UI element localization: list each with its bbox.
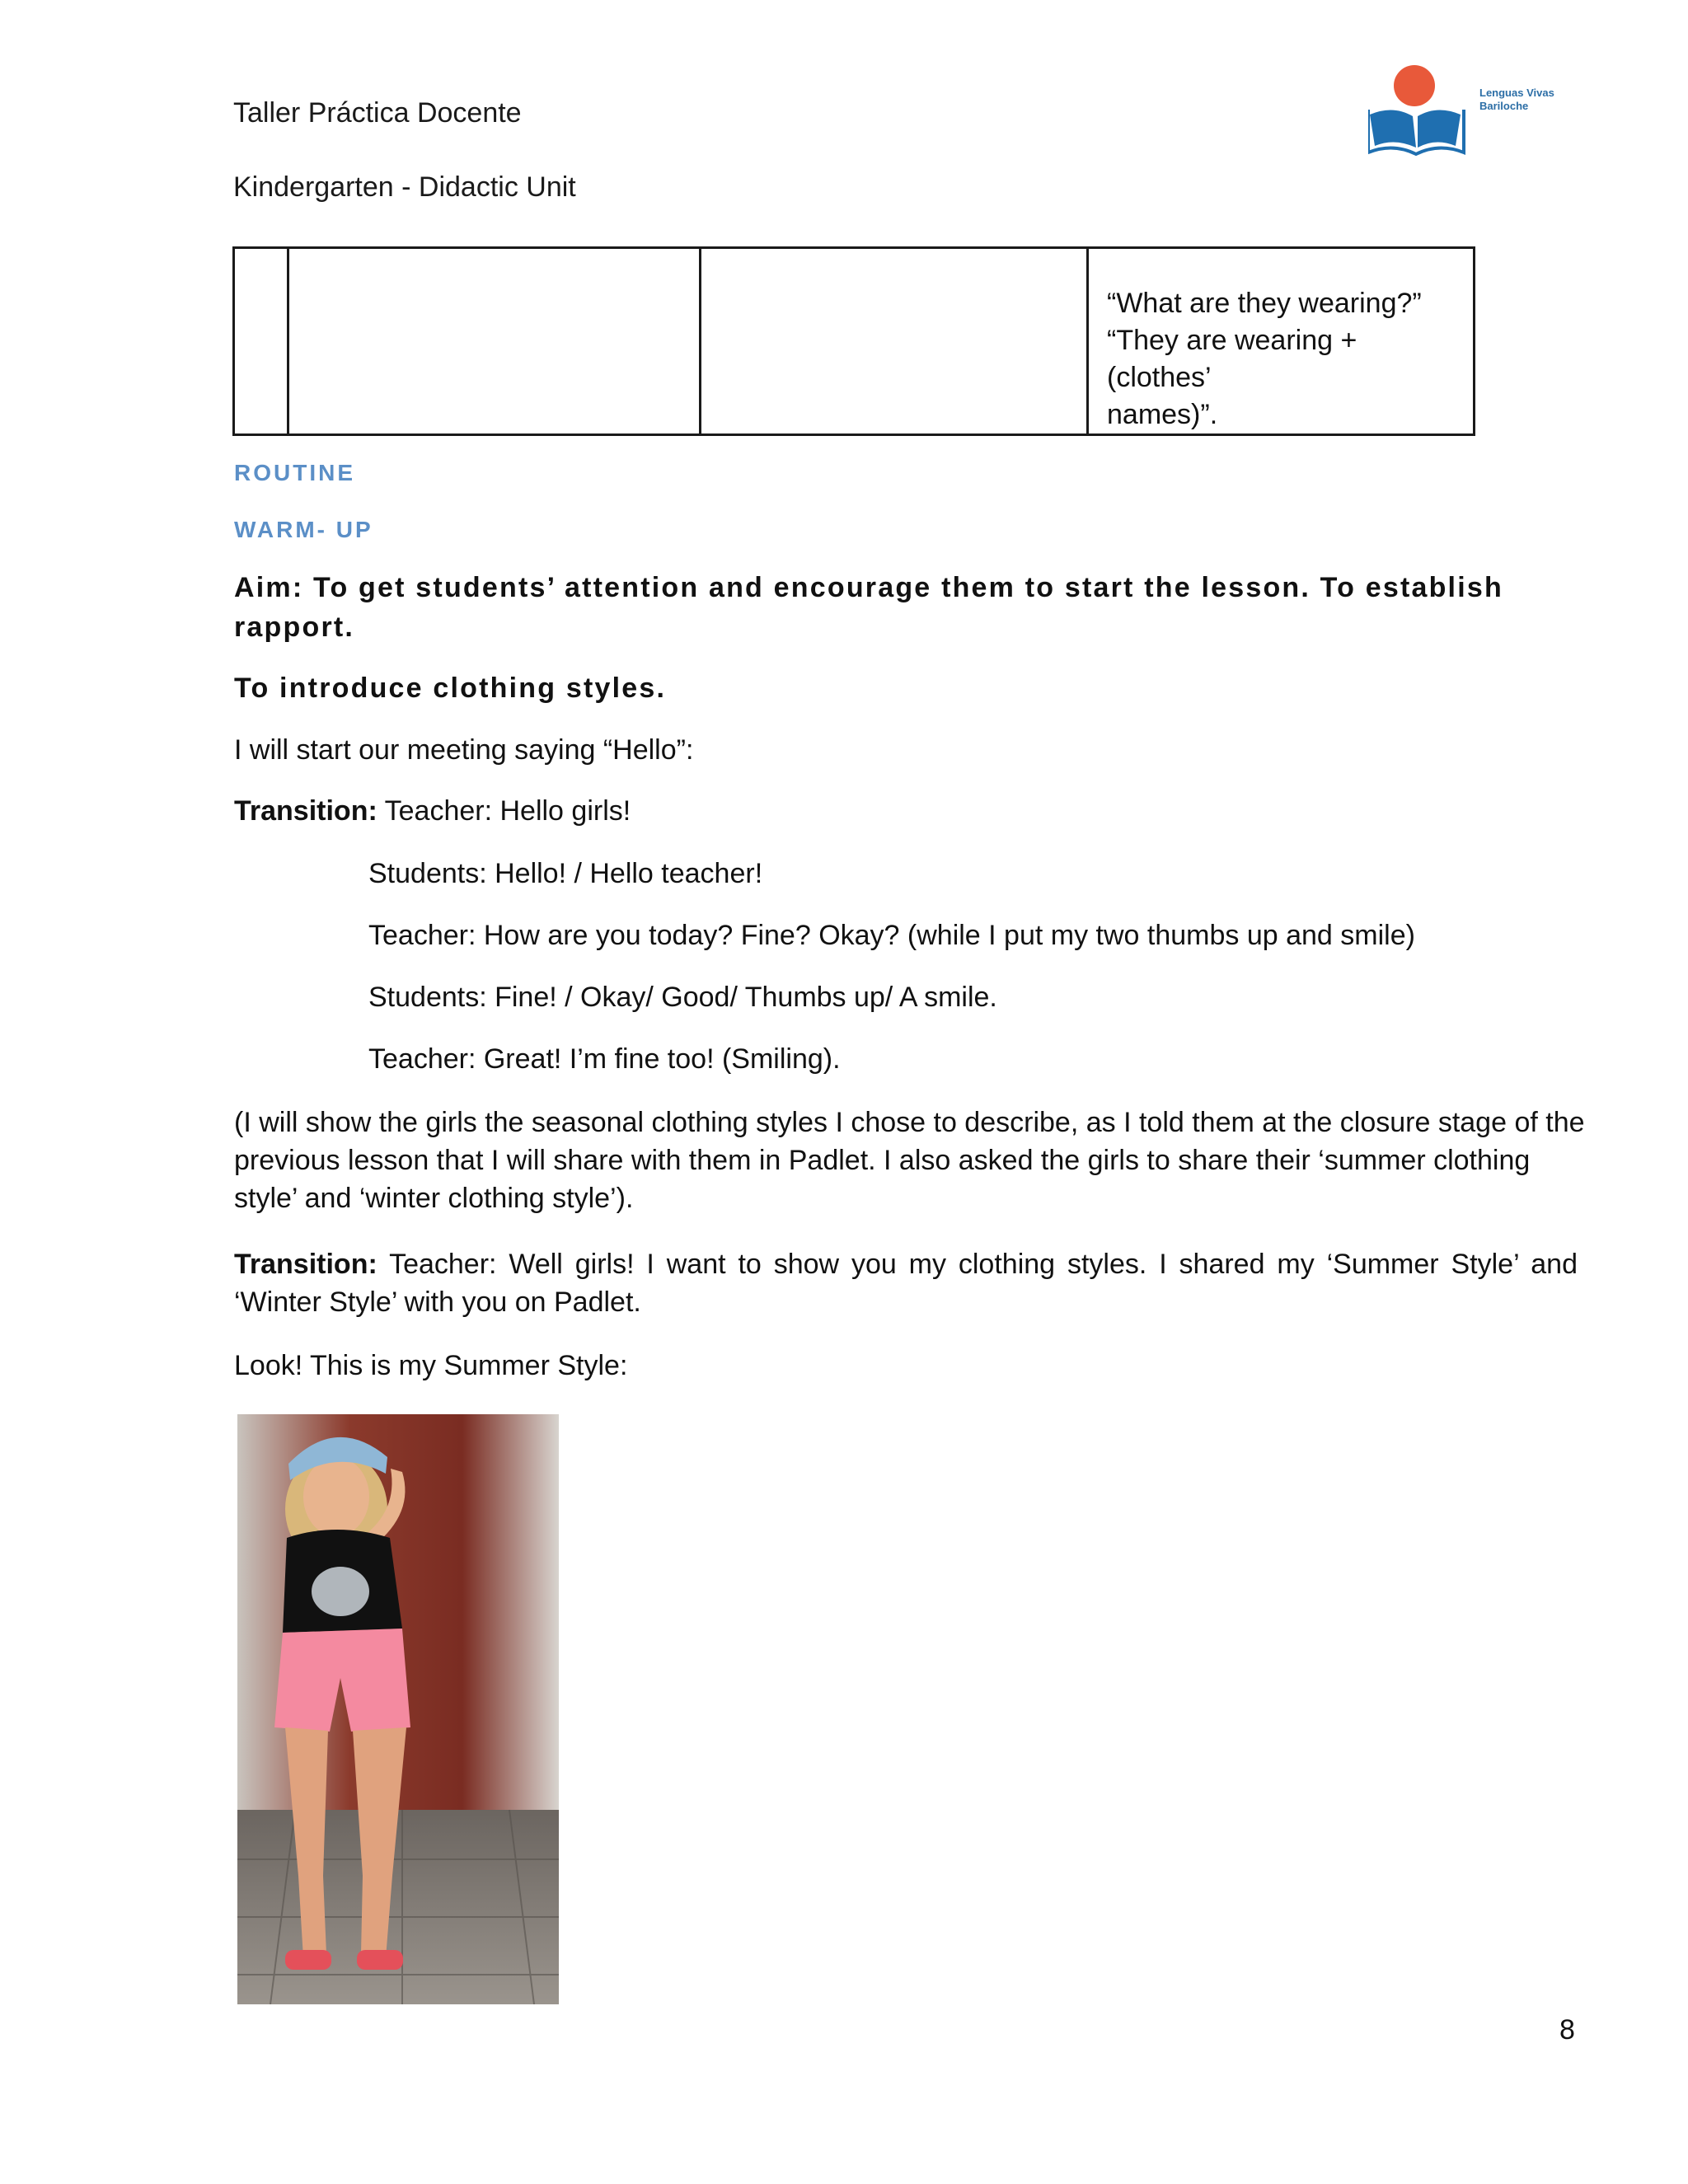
paragraph-line: style’ and ‘winter clothing style’).	[234, 1183, 634, 1214]
table-cell-line: “They are wearing + (clothes’	[1107, 325, 1357, 393]
header-title: Taller Práctica Docente	[233, 97, 522, 129]
table-row	[234, 248, 1475, 435]
table-cell	[234, 248, 288, 435]
explanation-paragraph	[234, 1104, 1585, 1217]
dialog-line: Teacher: Great! I’m fine too! (Smiling).	[368, 1043, 841, 1075]
header-subtitle: Kindergarten - Didactic Unit	[233, 171, 576, 203]
table-cell	[288, 248, 701, 435]
dialog-line: Students: Hello! / Hello teacher!	[368, 858, 763, 889]
transition-label: Transition:	[234, 795, 377, 827]
transition-text: Teacher: Hello girls!	[377, 795, 631, 827]
section-heading-routine: ROUTINE	[234, 460, 355, 485]
table-cell	[701, 248, 1088, 435]
person-photo-icon	[237, 1414, 559, 2004]
transition-text: Teacher: Well girls! I want to show you my clothing styles. I shared my ‘Summer Style’ and ‘Winter Style’ with you on Padlet.	[234, 1249, 1578, 1318]
aim-statement: Aim: To get students’ attention and encourage them to start the lesson. To establish rapport.	[234, 572, 1503, 643]
table-cell-line: names)”.	[1107, 399, 1218, 430]
page-number: 8	[1559, 2014, 1575, 2046]
table-cell-line: “What are they wearing?”	[1107, 288, 1422, 319]
aim-secondary: To introduce clothing styles.	[234, 673, 667, 704]
dialog-line: Teacher: How are you today? Fine? Okay? (while I put my two thumbs up and smile)	[368, 920, 1415, 951]
transition-line	[234, 792, 631, 830]
paragraph-line: previous lesson that I will share with them in Padlet. I also asked the girls to share their ‘summer clothing	[234, 1145, 1531, 1176]
dialog-line: Students: Fine! / Okay/ Good/ Thumbs up/ A smile.	[368, 982, 997, 1013]
look-line: Look! This is my Summer Style:	[234, 1350, 628, 1381]
transition-paragraph	[234, 1245, 1578, 1321]
institution-logo	[1368, 62, 1570, 157]
lesson-table	[232, 246, 1475, 436]
transition-label: Transition:	[234, 1249, 377, 1280]
logo-text: Lenguas Vivas Bariloche	[1479, 87, 1554, 112]
summer-style-photo	[237, 1414, 559, 2004]
paragraph-line: (I will show the girls the seasonal clothing styles I chose to describe, as I told them at the closure stage of the	[234, 1107, 1585, 1138]
section-heading-warm-up: WARM- UP	[234, 517, 373, 542]
intro-line: I will start our meeting saying “Hello”:	[234, 734, 694, 766]
table-cell-language	[1088, 248, 1475, 435]
